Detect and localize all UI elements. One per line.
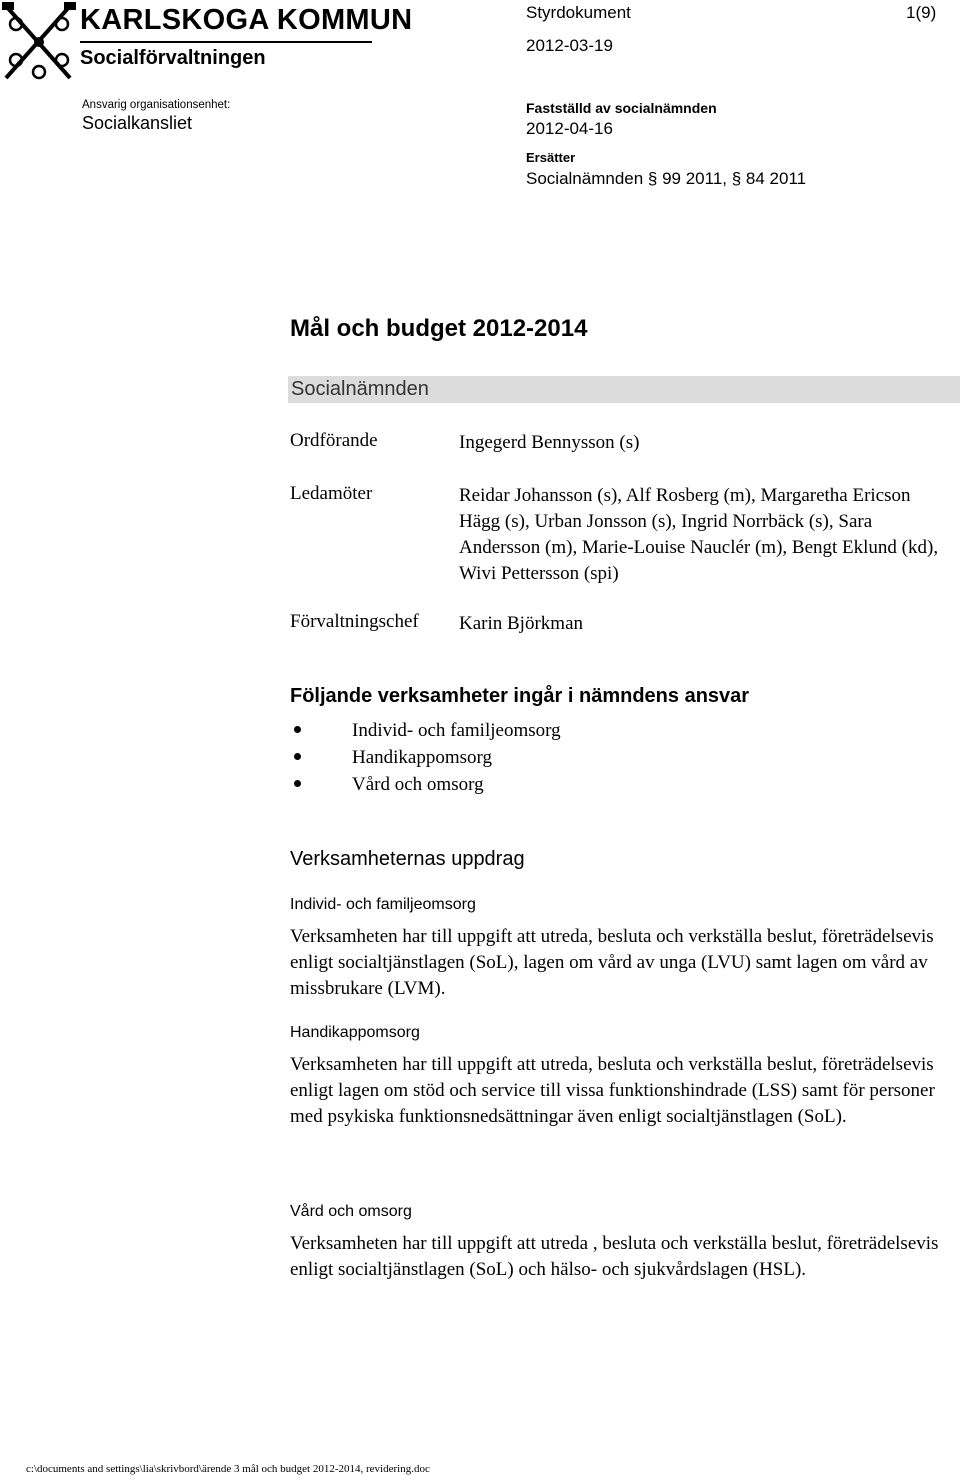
- adopted-date: 2012-04-16: [526, 119, 613, 138]
- responsible-unit-label: Ansvarig organisationsenhet:: [82, 99, 231, 111]
- members-value: Reidar Johansson (s), Alf Rosberg (m), Margaretha Ericson Hägg (s), Urban Jonsson (s), Ingrid Norrbäck (s), Sara Andersson (m), Marie-Louise Nauclér (m), Bengt Eklund (kd), Wivi Pettersson (spi): [459, 485, 939, 584]
- document-title: Mål och budget 2012-2014: [290, 315, 588, 342]
- document-date: 2012-03-19: [526, 36, 613, 55]
- bullet-icon: [294, 753, 301, 760]
- department-name: Socialförvaltningen: [80, 47, 266, 69]
- section-text: Verksamheten har till uppgift att utreda, besluta och verkställa beslut, företrädelsevis enligt lagen om stöd och service till vissa funktionshindrade (LSS) samt för personer med psykiska funktionsnedsättningar även enligt socialtjänstlagen (SoL).: [290, 1054, 935, 1127]
- organization-name: KARLSKOGA KOMMUN: [80, 4, 413, 36]
- list-item: [294, 774, 484, 796]
- list-item: [294, 720, 561, 742]
- bullet-icon: [294, 780, 301, 787]
- file-path-footer: c:\documents and settings\lia\skrivbord\ärende 3 mål och budget 2012-2014, revidering.doc: [26, 1463, 430, 1475]
- section-heading: Individ- och familjeomsorg: [290, 896, 476, 913]
- list-item-label: Vård och omsorg: [352, 774, 484, 795]
- responsible-unit-value: Socialkansliet: [82, 113, 193, 133]
- replaces-label: Ersätter: [526, 150, 576, 165]
- chair-value: Ingegerd Bennysson (s): [459, 432, 640, 453]
- coat-of-arms-logo: [0, 0, 78, 86]
- replaces-value: Socialnämnden § 99 2011, § 84 2011: [526, 169, 807, 188]
- board-name: Socialnämnden: [291, 378, 429, 400]
- assignments-heading: Verksamheternas uppdrag: [290, 848, 525, 870]
- logo-divider: [80, 41, 372, 43]
- adopted-by-label: Fastställd av socialnämnden: [526, 100, 717, 116]
- administration-head-label: Förvaltningschef: [290, 611, 419, 632]
- bullet-icon: [294, 726, 301, 733]
- list-item-label: Handikappomsorg: [352, 747, 493, 768]
- members-label: Ledamöter: [290, 483, 373, 504]
- page-number: 1(9): [906, 3, 937, 22]
- section-heading: Vård och omsorg: [290, 1203, 412, 1220]
- section-heading: Handikappomsorg: [290, 1024, 420, 1041]
- document-type: Styrdokument: [526, 3, 631, 22]
- section-text: Verksamheten har till uppgift att utreda, besluta och verkställa beslut, företrädelsevis enligt socialtjänstlagen (SoL), lagen om vård av unga (LVU) samt lagen om vård av missbrukare (LVM).: [290, 926, 934, 999]
- areas-heading: Följande verksamheter ingår i nämndens ansvar: [290, 685, 750, 707]
- list-item: [294, 747, 492, 769]
- list-item-label: Individ- och familjeomsorg: [352, 720, 561, 741]
- administration-head-value: Karin Björkman: [459, 613, 584, 634]
- section-text: Verksamheten har till uppgift att utreda , besluta och verkställa beslut, företrädelsevis enligt socialtjänstlagen (SoL) och hälso- och sjukvårdslagen (HSL).: [290, 1233, 939, 1280]
- chair-label: Ordförande: [290, 430, 378, 451]
